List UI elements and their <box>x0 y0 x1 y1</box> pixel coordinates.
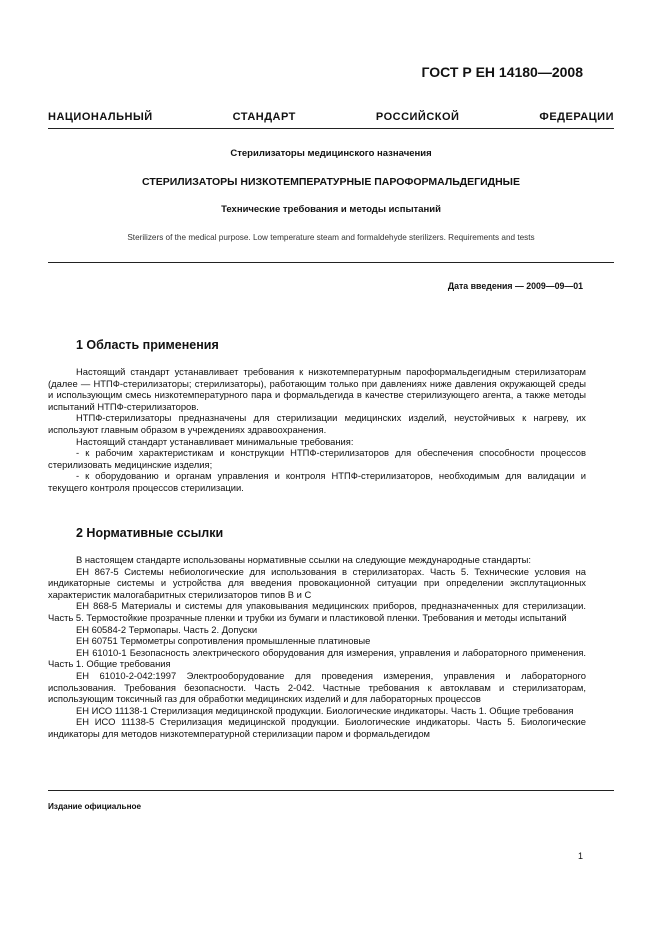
paragraph: В настоящем стандарте использованы нормативные ссылки на следующие международные стандарты: <box>76 554 531 565</box>
paragraph: Настоящий стандарт устанавливает требования к низкотемпературным пароформальдегидным стерилизаторам (далее — НТПФ-стерилизаторы; стерилизаторы), работающим только при давлениях ниже давления окружающей среды и использующим смесь низкотемпературного пара и формальдегида в качестве стерилизующего агента, а также методы испытаний НТПФ-стерилизаторов. <box>48 366 586 412</box>
standard-main-title: СТЕРИЛИЗАТОРЫ НИЗКОТЕМПЕРАТУРНЫЕ ПАРОФОРМАЛЬДЕГИДНЫЕ <box>142 176 520 188</box>
paragraph: - к рабочим характеристикам и конструкции НТПФ-стерилизаторов для обеспечения способности процессов стерилизовать медицинские изделия; <box>48 447 586 470</box>
english-title: Sterilizers of the medical purpose. Low temperature steam and formaldehyde sterilizers. Requirements and tests <box>127 233 535 242</box>
document-number: ГОСТ Р ЕН 14180—2008 <box>421 64 583 80</box>
reference-item: ЕН 60584-2 Термопары. Часть 2. Допуски <box>76 623 258 635</box>
official-edition-label: Издание официальное <box>48 802 142 811</box>
reference-item: ЕН 867-5 Системы небиологические для использования в стерилизаторах. Часть 5. Технические условия на индикаторные системы и устройства для введения провокационной ситуации при определении эксплутационных характеристик малогабаритных стерилизаторов типов В и С <box>48 565 586 600</box>
reference-item: ЕН 61010-2-042:1997 Электрооборудование для проведения измерения, управления и лабораторного использования. Требования безопасности. Часть 2-042. Частные требования к автоклавам и стерилизаторам, использующим токсичный газ для обработки медицинских изделий и для лабораторных процессов <box>48 669 586 705</box>
reference-item: ЕН ИСО 11138-1 Стерилизация медицинской продукции. Биологические индикаторы. Часть 1. Общие требования <box>76 704 574 716</box>
reference-item: ЕН 61010-1 Безопасность электрического оборудования для измерения, управления и лабораторного применения. Часть 1. Общие требования <box>48 646 586 670</box>
page-number: 1 <box>577 851 583 861</box>
paragraph: НТПФ-стерилизаторы предназначены для стерилизации медицинских изделий, неустойчивых к нагреву, их используют главным образом в учреждениях здравоохранения. <box>48 412 586 435</box>
national-standard-banner: НАЦИОНАЛЬНЫЙ СТАНДАРТ РОССИЙСКОЙ ФЕДЕРАЦИИ <box>48 111 614 123</box>
section-1-body <box>48 366 586 494</box>
paragraph: Настоящий стандарт устанавливает минимальные требования: <box>76 435 354 447</box>
section-2-body <box>48 554 586 740</box>
top-divider <box>48 128 614 129</box>
standard-requirements-title: Технические требования и методы испытаний <box>221 204 441 215</box>
title-divider <box>48 262 614 263</box>
reference-item: ЕН ИСО 11138-5 Стерилизация медицинской продукции. Биологические индикаторы. Часть 5. Биологические индикаторы для методов низкотемпературной стерилизации паром и формальдегидом <box>48 716 586 739</box>
paragraph: - к оборудованию и органам управления и контроля НТПФ-стерилизаторов, необходимым для валидации и текущего контроля процессов стерилизации. <box>48 470 586 493</box>
section-1-heading: 1 Область применения <box>76 338 219 352</box>
footer-divider <box>48 790 614 791</box>
reference-item: ЕН 868-5 Материалы и системы для упаковывания медицинских приборов, предназначенных для стерилизации. Часть 5. Термостойкие прозрачные пленки и трубки из бумаги и пластиковой пленки. Требования и методы испытаний <box>48 600 586 623</box>
reference-item: ЕН 60751 Термометры сопротивления промышленные платиновые <box>76 635 371 647</box>
section-2-heading: 2 Нормативные ссылки <box>76 526 224 540</box>
standard-subtitle: Стерилизаторы медицинского назначения <box>230 148 432 159</box>
introduction-date: Дата введения — 2009—09—01 <box>447 281 583 291</box>
